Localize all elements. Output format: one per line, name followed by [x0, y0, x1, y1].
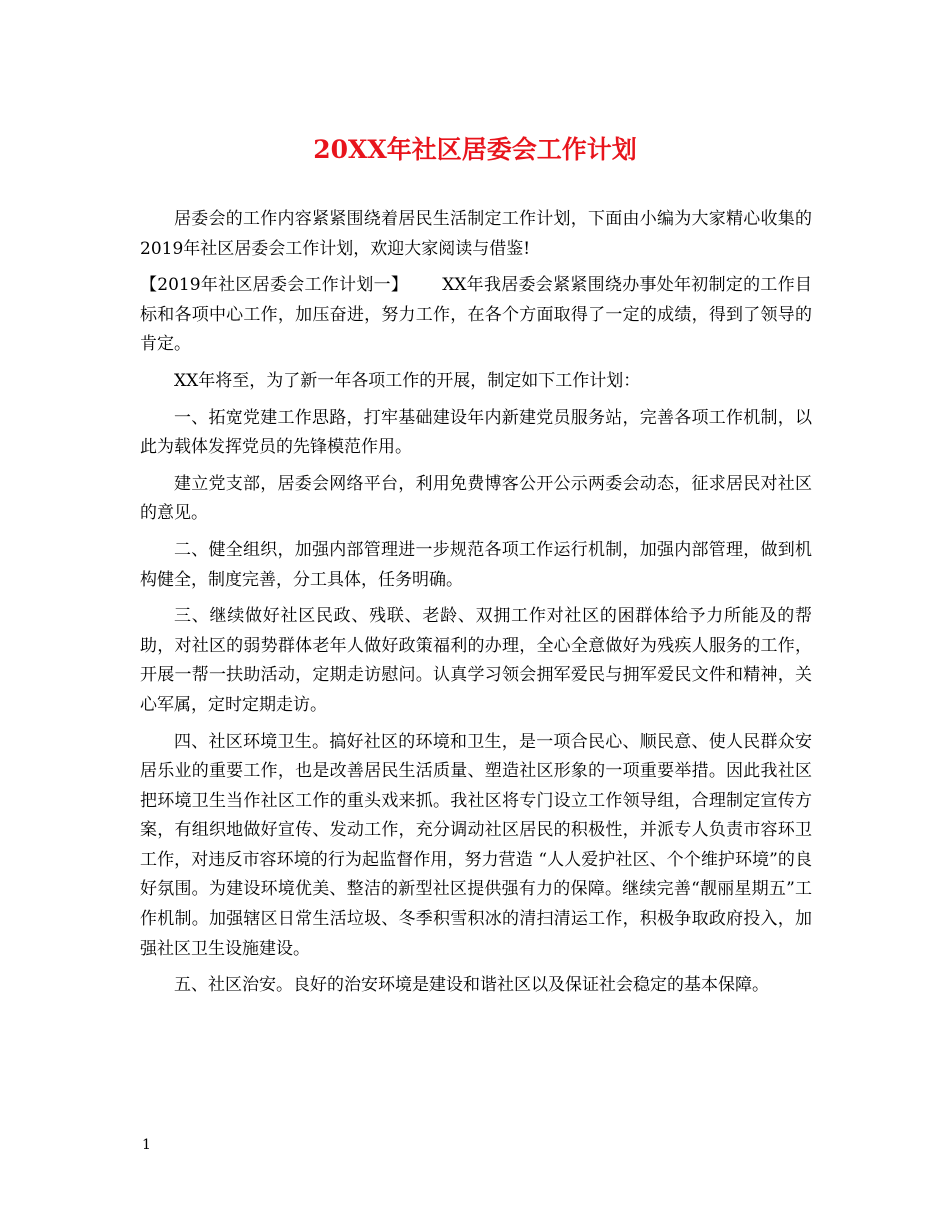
document-title: 20XX年社区居委会工作计划: [313, 135, 637, 164]
paragraph-item-five: 五、社区治安。良好的治安环境是建设和谐社区以及保证社会稳定的基本保障。: [174, 975, 769, 996]
paragraph-item-two: 二、健全组织，加强内部管理进一步规范各项工作运行机制，加强内部管理，做到机构健全，制度完善，分工具体，任务明确。: [140, 539, 812, 590]
document-body: [140, 205, 812, 1008]
paragraph-item-three: 三、继续做好社区民政、残联、老龄、双拥工作对社区的困群体给予力所能及的帮助，对社区的弱势群体老年人做好政策福利的办理，全心全意做好为残疾人服务的工作，开展一帮一扶助活动，定期走访慰问。认真学习领会拥军爱民与拥军爱民文件和精神，关心军属，定时定期走访。: [140, 606, 812, 715]
paragraph-item-one: 一、拓宽党建工作思路，打牢基础建设年内新建党员服务站，完善各项工作机制，以此为载体发挥党员的先锋模范作用。: [140, 407, 812, 458]
page-number: 1: [142, 1137, 151, 1153]
section-paragraph: [140, 271, 812, 360]
paragraph-item-four: 四、社区环境卫生。搞好社区的环境和卫生，是一项合民心、顺民意、使人民群众安居乐业的重要工作，也是改善居民生活质量、塑造社区形象的一项重要举措。因此我社区把环境卫生当作社区工作的重头戏来抓。我社区将专门设立工作领导组，合理制定宣传方案，有组织地做好宣传、发动工作，充分调动社区居民的积极性，并派专人负责市容环卫工作，对违反市容环境的行为起监督作用，努力营造 “人人爱护社区、个个维护环境”的良好氛围。为建设环境优美、整洁的新型社区提供强有力的保障。继续完善“靓丽星期五”工作机制。加强辖区日常生活垃圾、冬季积雪积冰的清扫清运工作，积极争取政府投入，加强社区卫生设施建设。: [140, 731, 812, 959]
paragraph-plan-intro: XX年将至，为了新一年各项工作的开展，制定如下工作计划：: [174, 370, 641, 391]
paragraph-party-branch: 建立党支部，居委会网络平台，利用免费博客公开公示两委会动态，征求居民对社区的意见。: [140, 473, 812, 524]
intro-paragraph: 居委会的工作内容紧紧围绕着居民生活制定工作计划，下面由小编为大家精心收集的2019年社区居委会工作计划，欢迎大家阅读与借鉴!: [140, 209, 812, 259]
section-heading: 【2019年社区居委会工作计划一】: [140, 275, 409, 296]
section-intro-text: XX年我居委会紧紧围绕办事处年初制定的工作目标和各项中心工作，加压奋进，努力工作，在各个方面取得了一定的成绩，得到了领导的肯定。: [140, 275, 812, 355]
